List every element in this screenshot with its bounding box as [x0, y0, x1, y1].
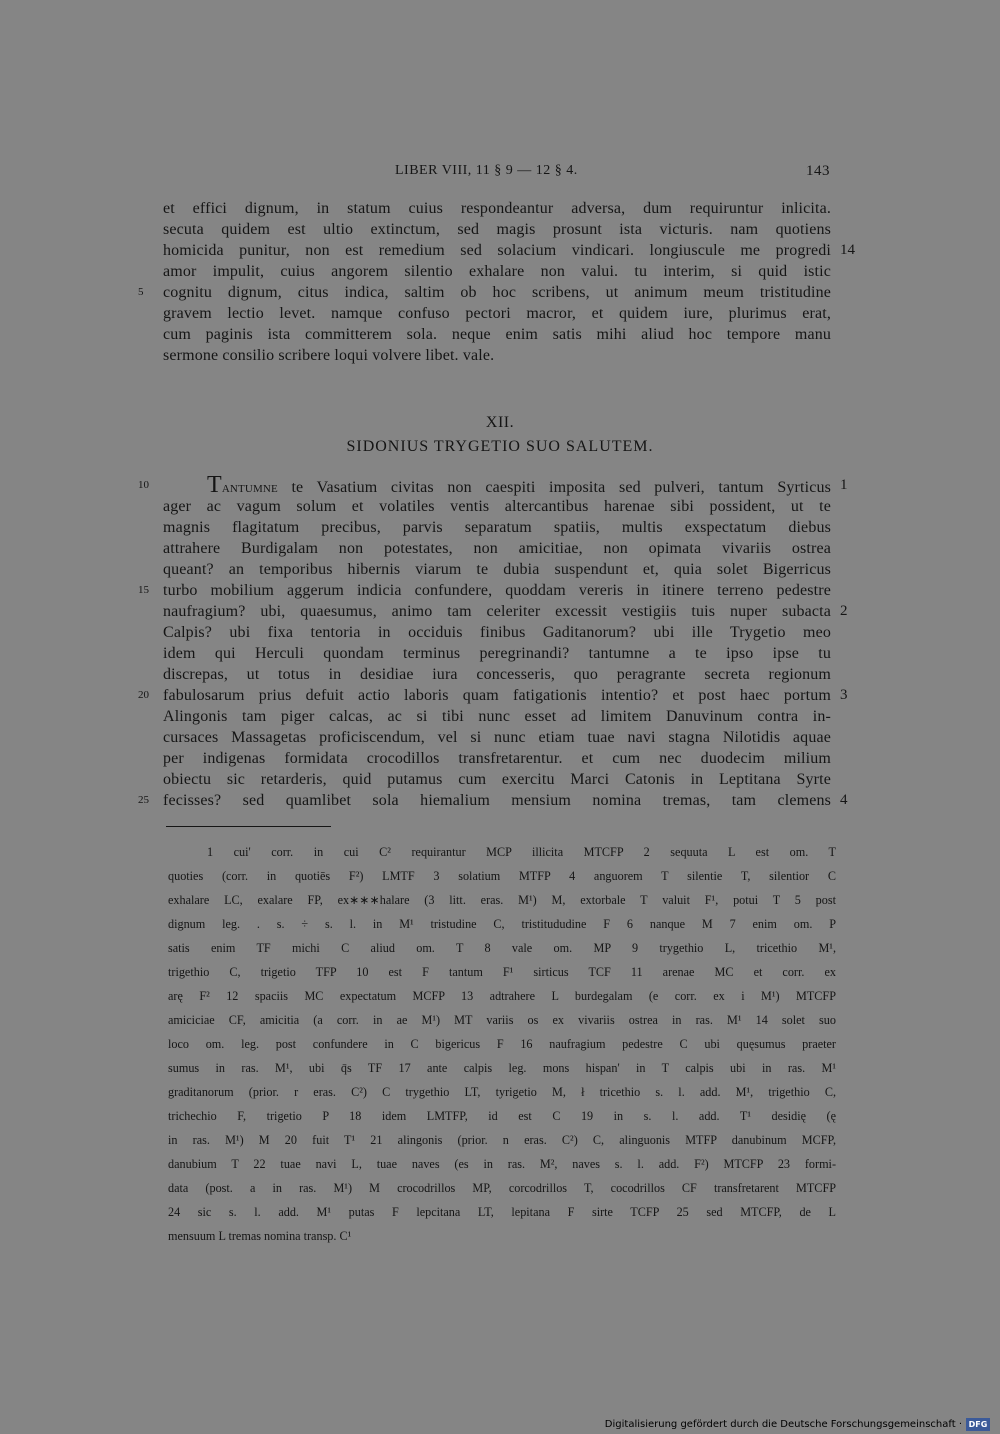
- opening-rest: te Vasatium civitas non caespiti imposita sed pulveri, tantum Syrticus: [277, 479, 831, 496]
- text-line: sermone consilio scribere loqui volvere libet. vale.: [163, 347, 495, 364]
- text-line: idem qui Herculi quondam terminus peregrinandi? tantumne a te ipso ipse tu: [163, 645, 831, 662]
- line-number: 5: [138, 286, 144, 298]
- apparatus-line: sumus in ras. M¹, ubi q̄s TF 17 ante calpis leg. mons hispan' in T calpis ubi in ras. M¹: [168, 1061, 836, 1075]
- page-number: 143: [806, 163, 830, 179]
- apparatus-line: exhalare LC, exalare FP, ex∗∗∗halare (3 litt. eras. M¹) M, extorbale T valuit F¹, potui T 5 post: [168, 893, 836, 907]
- paragraph-number: 14: [840, 242, 855, 258]
- apparatus-line: loco om. leg. post confundere in C bigericus F 16 naufragium pedestre C ubi quęsumus praeter: [168, 1037, 836, 1051]
- footer-credit: Digitalisierung gefördert durch die Deutsche Forschungsgemeinschaft ·: [604, 1419, 962, 1430]
- running-head-title: LIBER VIII, 11 § 9 — 12 § 4.: [395, 163, 578, 178]
- text-line: attrahere Burdigalam non potestates, non amicitiae, non opimata vivariis ostrea: [163, 540, 831, 557]
- apparatus-line: satis enim TF michi C aliud om. T 8 vale om. MP 9 trygethio L, tricethio M¹,: [168, 941, 836, 955]
- apparatus-line: arę F² 12 spaciis MC expectatum MCFP 13 adtrahere L burdegalam (e corr. ex i M¹) MTCFP: [168, 989, 836, 1003]
- text-line: secuta quidem est ultio extinctum, sed magis prosunt ista victuris. nam quotiens: [163, 221, 831, 238]
- apparatus-line: mensuum L tremas nomina transp. C¹: [168, 1229, 352, 1243]
- paragraph-number: 2: [840, 603, 848, 619]
- text-line: queant? an temporibus hibernis viarum te dubia suspendunt et, quia solet Bigerricus: [163, 561, 831, 578]
- paragraph-number: 4: [840, 792, 848, 808]
- text-line: per indigenas formidata crocodillos transfretarentur. et cum nec duodecim milium: [163, 750, 831, 767]
- running-head: [160, 163, 830, 183]
- text-line: homicida punitur, non est remedium sed solacium vindicari. longiuscule me progredi: [163, 242, 831, 259]
- text-line: et effici dignum, in statum cuius respondeantur adversa, dum requiruntur inlicita.: [163, 200, 831, 217]
- chapter-title: SIDONIUS TRYGETIO SUO SALUTEM.: [346, 438, 654, 455]
- text-line: fecisses? sed quamlibet sola hiemalium mensium nomina tremas, tam clemens: [163, 792, 831, 809]
- dfg-logo: DFG: [966, 1418, 990, 1431]
- text-line: turbo mobilium aggerum indicia confundere, quoddam vereris in itinere terreno pedestre: [163, 582, 831, 599]
- apparatus-line: graditanorum (prior. r eras. C²) C trygethio LT, tyrigetio M, ł tricethio s. l. add. M¹, trigethio C,: [168, 1085, 836, 1099]
- text-line: cum paginis ista committerem sola. neque enim satis mihi aliud hoc tempore manu: [163, 326, 831, 343]
- footnote-divider: [166, 826, 331, 827]
- paragraph-number: 1: [840, 477, 848, 493]
- paragraph-number: 3: [840, 687, 848, 703]
- apparatus-line: trigethio C, trigetio TFP 10 est F tantum F¹ sirticus TCF 11 arenae MC et corr. ex: [168, 965, 836, 979]
- text-line: cognitu dignum, citus indica, saltim ob hoc scribens, ut animum meum tristitudine: [163, 284, 831, 301]
- apparatus-line: dignum leg. . s. ÷ s. l. in M¹ tristudine C, tristitududine F 6 nanque M 7 enim om. P: [168, 917, 836, 931]
- apparatus-line: danubium T 22 tuae navi L, tuae naves (es in ras. M², naves s. l. add. F²) MTCFP 23 formi-: [168, 1157, 836, 1171]
- text-line: amor impulit, cuius angorem silentio exhalare non valui. tu interim, si quid istic: [163, 263, 831, 280]
- apparatus-line: in ras. M¹) M 20 fuit T¹ 21 alingonis (prior. n eras. C²) C, alinguonis MTFP danubinum MCFP,: [168, 1133, 836, 1147]
- text-line: Calpis? ubi fixa tentoria in occiduis finibus Gaditanorum? ubi ille Trygetio meo: [163, 624, 831, 641]
- apparatus-line: data (post. a in ras. M¹) M crocodrillos MP, corcodrillos T, cocodrillos CF transfretarent MTCFP: [168, 1181, 836, 1195]
- apparatus-line: amiciciae CF, amicitia (a corr. in ae M¹) MT variis os ex vivariis ostrea in ras. M¹ 14 solet suo: [168, 1013, 836, 1027]
- apparatus-line: trichechio F, trigetio P 18 idem LMTFP, id est C 19 in s. l. add. T¹ desidię (ę: [168, 1109, 836, 1123]
- text-line: cursaces Massagetas proficiscendum, vel si nunc etiam tuae navi stagna Nilotidis aquae: [163, 729, 831, 746]
- line-number: 15: [138, 584, 149, 596]
- line-number: 25: [138, 794, 149, 806]
- opening-smallcaps: antumne: [221, 479, 278, 496]
- drop-initial: T: [207, 472, 222, 498]
- text-line: gravem lectio levet. namque confuso pectori macror, et quidem iure, plurimus erat,: [163, 305, 831, 322]
- text-line: ager ac vagum solum et volatiles ventis altercantibus harenae sibi possident, ut te: [163, 498, 831, 515]
- text-line: fabulosarum prius defuit actio laboris quam fatigationis intentio? et post haec portum: [163, 687, 831, 704]
- apparatus-line: 24 sic s. l. add. M¹ putas F lepcitana LT, lepitana F sirte TCFP 25 sed MTCFP, de L: [168, 1205, 836, 1219]
- letter-opening-line: [207, 472, 831, 498]
- apparatus-line: quoties (corr. in quotiēs F²) LMTF 3 solatium MTFP 4 anguorem T silentie T, silentior C: [168, 869, 836, 883]
- line-number: 10: [138, 479, 149, 491]
- line-number: 20: [138, 689, 149, 701]
- text-line: magnis flagitatum precibus, parvis separatum spatiis, multis exspectatum diebus: [163, 519, 831, 536]
- text-line: Alingonis tam piger calcas, ac si tibi nunc esset ad limitem Danuvinum contra in-: [163, 708, 831, 725]
- text-line: naufragium? ubi, quaesumus, animo tam celeriter excessit vestigiis tuis nuper subacta: [163, 603, 831, 620]
- text-line: obiectu sic retarderis, quid putamus cum exercitu Marci Catonis in Leptitana Syrte: [163, 771, 831, 788]
- chapter-number: XII.: [485, 414, 515, 431]
- apparatus-line: 1 cui' corr. in cui C² requirantur MCP illicita MTCFP 2 sequuta L est om. T: [207, 845, 836, 859]
- text-line: discrepas, ut totus in desidiae iura concesseris, quo peragrante secreta regionum: [163, 666, 831, 683]
